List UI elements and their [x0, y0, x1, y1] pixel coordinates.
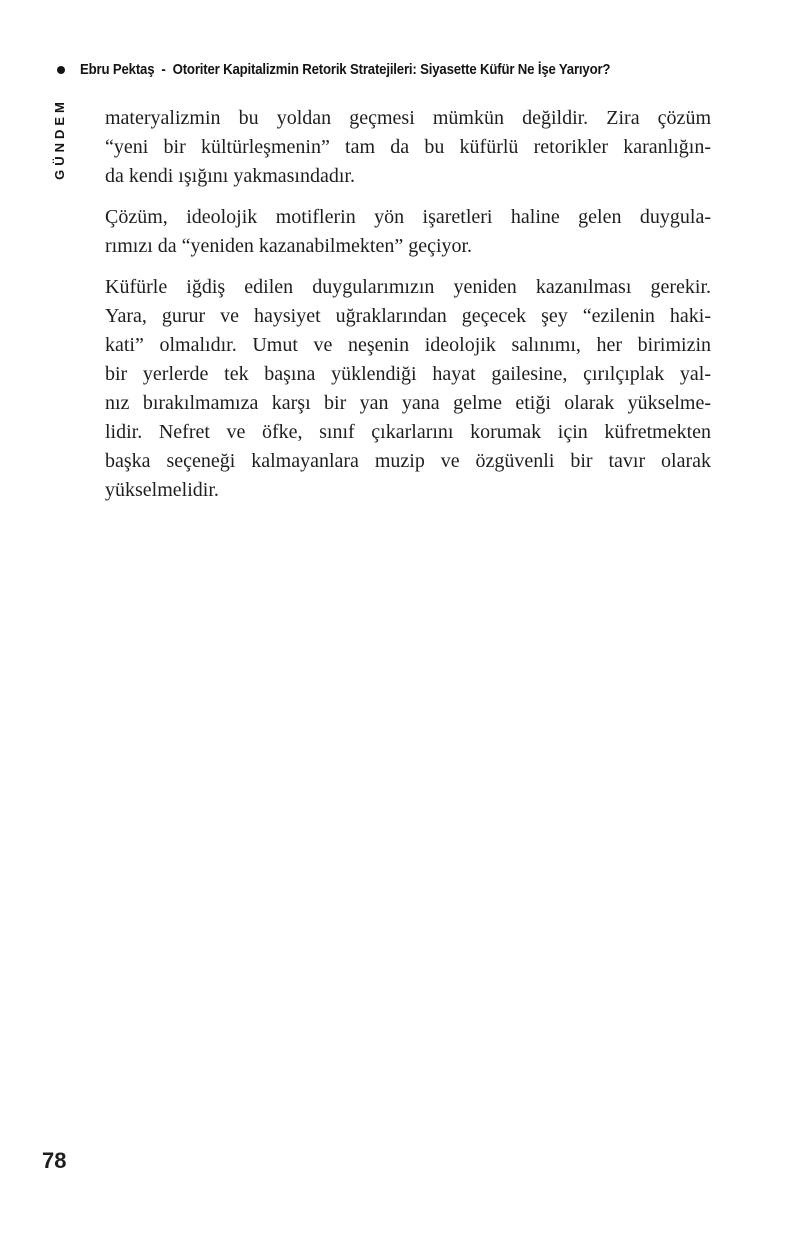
- body-line: yükselmelidir.: [105, 479, 219, 501]
- page-number: 78: [42, 1148, 67, 1173]
- body-line: “yeni bir kültürleşmenin” tam da bu küfürlü retorikler karanlığın-: [105, 136, 711, 158]
- body-line: da kendi ışığını yakmasındadır.: [105, 165, 355, 187]
- body-line: Küfürle iğdiş edilen duygularımızın yeniden kazanılması gerekir.: [105, 276, 711, 298]
- running-header-text: [80, 61, 610, 79]
- body-line: başka seçeneği kalmayanlara muzip ve özgüvenli bir tavır olarak: [105, 450, 711, 472]
- body-line: rımızı da “yeniden kazanabilmekten” geçiyor.: [105, 235, 473, 257]
- paragraph: [105, 273, 711, 505]
- bullet-icon: [57, 66, 65, 74]
- paragraph: [105, 104, 711, 191]
- body-line: lidir. Nefret ve öfke, sınıf çıkarlarını korumak için küfretmekten: [105, 421, 711, 443]
- body-line: nız bırakılmamıza karşı bir yan yana gelme etiği olarak yükselme-: [105, 392, 711, 414]
- body-text: [105, 104, 711, 517]
- body-line: Çözüm, ideolojik motiflerin yön işaretleri haline gelen duygula-: [105, 206, 711, 228]
- chapter-title: Otoriter Kapitalizmin Retorik Stratejileri: Siyasette Küfür Ne İşe Yarıyor?: [172, 61, 611, 78]
- paragraph: [105, 203, 711, 261]
- running-header: [57, 61, 683, 79]
- body-line: kati” olmalıdır. Umut ve neşenin ideolojik salınımı, her birimizin: [105, 334, 711, 356]
- section-label-vertical: GÜNDEM: [52, 98, 67, 180]
- body-line: bir yerlerde tek başına yüklendiği hayat gailesine, çırılçıplak yal-: [105, 363, 711, 385]
- body-line: Yara, gurur ve haysiyet uğraklarından geçecek şey “ezilenin haki-: [105, 305, 711, 327]
- header-separator: -: [161, 61, 166, 78]
- author-name: Ebru Pektaş: [80, 61, 155, 78]
- body-line: materyalizmin bu yoldan geçmesi mümkün değildir. Zira çözüm: [105, 107, 711, 129]
